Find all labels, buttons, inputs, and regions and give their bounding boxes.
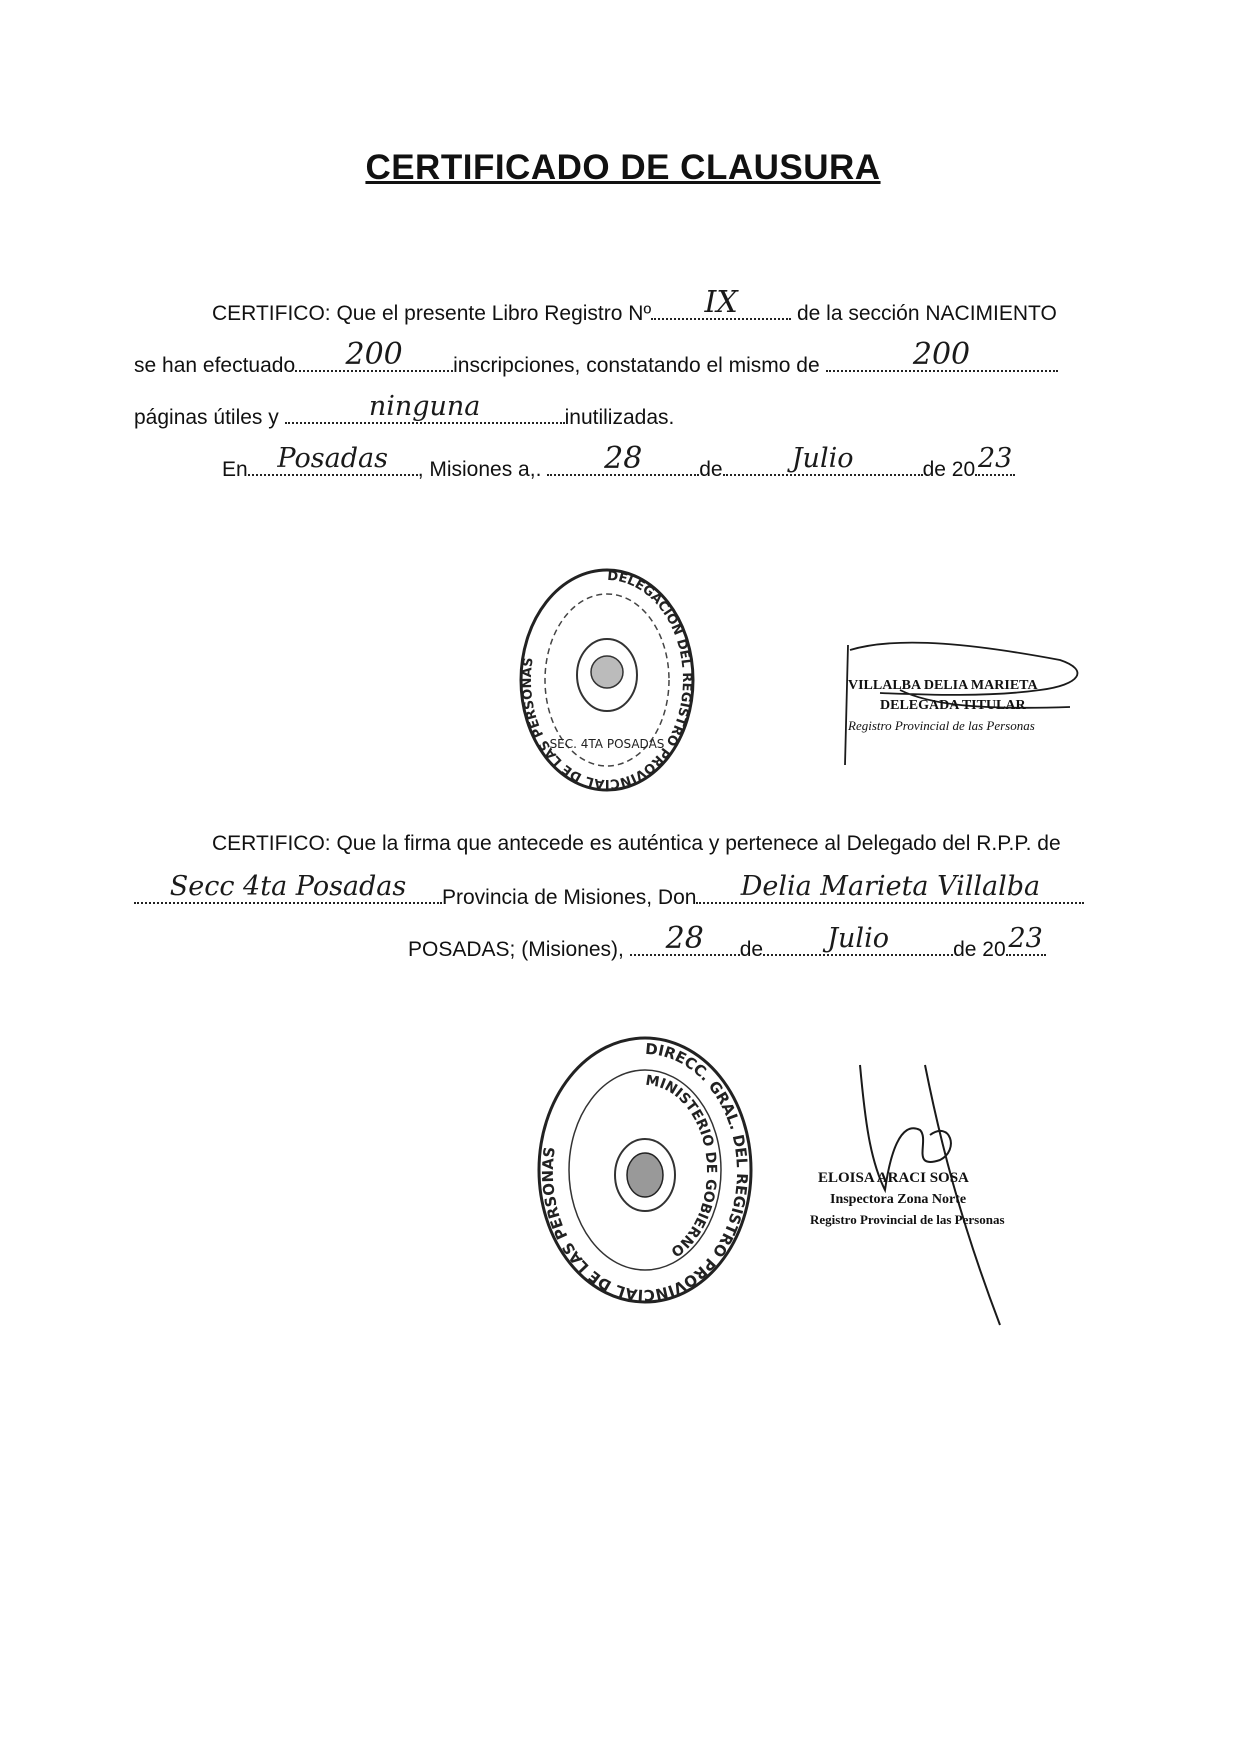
handwritten-book-number: IX: [704, 285, 738, 320]
cert2-line1: CERTIFICO: Que la firma que antecede es auténtica y pertenece al Delegado del R.P.P. de: [212, 832, 1061, 855]
svg-text:DIRECC. GRAL. DEL REGISTRO PRO: DIRECC. GRAL. DEL REGISTRO PROVINCIAL DE LAS PERSONAS: [538, 1039, 752, 1305]
handwritten-month: Julio: [791, 443, 854, 474]
handwritten-month-2: Julio: [827, 923, 889, 954]
handwritten-section: Secc 4ta Posadas: [169, 871, 407, 902]
handwritten-day-2: 28: [665, 921, 704, 956]
signature2-name: ELOISA ARACI SOSA: [818, 1170, 969, 1186]
handwritten-pages: 200: [912, 337, 971, 372]
signature2-org: Registro Provincial de las Personas: [810, 1212, 1005, 1227]
handwritten-year-2: 23: [1008, 923, 1043, 954]
official-seal-ministry: [530, 1030, 760, 1310]
svg-text:MINISTERIO DE GOBIERNO: MINISTERIO DE GOBIERNO: [644, 1072, 720, 1260]
signature1-org: Registro Provincial de las Personas: [848, 718, 1035, 733]
cert1-line1: CERTIFICO: Que el presente Libro Registro Nº IX de la sección NACIMIENTO: [212, 285, 1057, 325]
cert1-line3: páginas útiles y ninguna inutilizadas.: [134, 391, 675, 429]
signature1-role: DELEGADA TITULAR: [880, 698, 1026, 713]
handwritten-city: Posadas: [277, 443, 388, 474]
official-seal-delegation: [512, 560, 702, 800]
cert1-line2: se han efectuado 200 inscripciones, constatando el mismo de 200: [134, 350, 1058, 380]
document-title: CERTIFICADO DE CLAUSURA: [365, 148, 881, 187]
svg-text:DELEGACION DEL REGISTRO PROVIN: DELEGACION DEL REGISTRO PROVINCIAL DE LAS PERSONAS: [519, 568, 695, 792]
handwritten-day: 28: [604, 441, 643, 476]
handwritten-delegate-name: Delia Marieta Villalba: [740, 871, 1041, 902]
handwritten-void-pages: ninguna: [368, 391, 481, 422]
handwritten-year: 23: [977, 443, 1013, 474]
signature2-role: Inspectora Zona Norte: [830, 1192, 967, 1207]
signature1-name: VILLALBA DELIA MARIETA: [848, 678, 1038, 693]
cert2-line3: POSADAS; (Misiones), 28 de Julio de 20 23: [408, 934, 1046, 964]
cert2-line2: Secc 4ta Posadas Provincia de Misiones, Don Delia Marieta Villalba: [134, 882, 1084, 912]
cert1-line4: En Posadas , Misiones a,. 28 de Julio de 20 23: [222, 454, 1015, 484]
svg-text:SEC. 4TA POSADAS: SEC. 4TA POSADAS: [549, 737, 665, 751]
handwritten-inscriptions: 200: [345, 337, 403, 372]
